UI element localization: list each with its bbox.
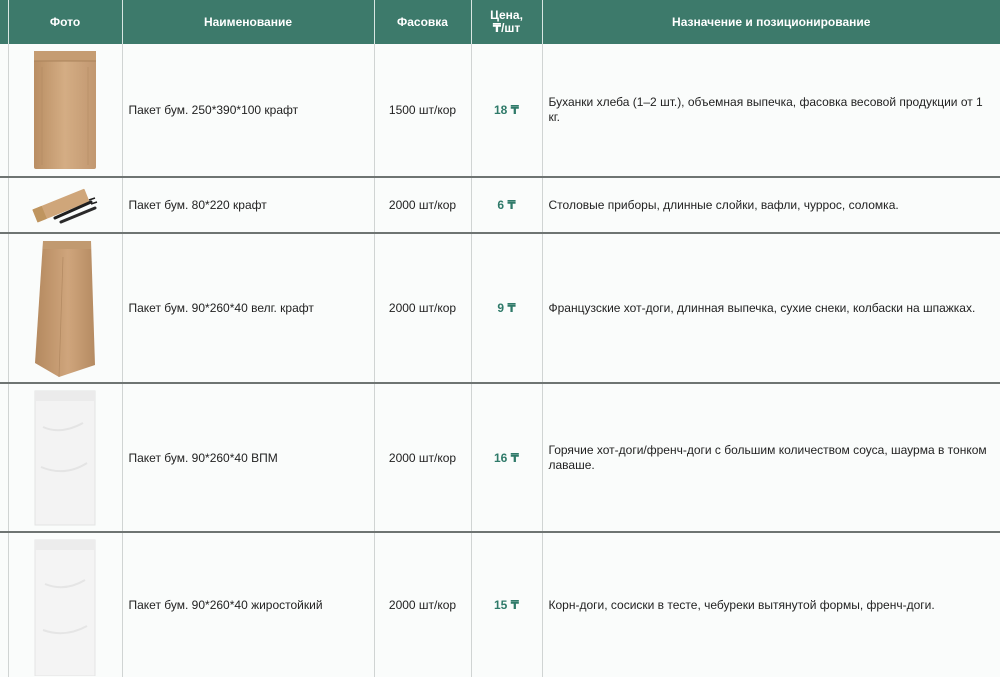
product-photo [8,44,122,177]
kraft-paper-bag-narrow-icon [29,237,101,379]
header-purpose: Назначение и позиционирование [542,0,1000,44]
product-purpose: Столовые приборы, длинные слойки, вафли, чуррос, соломка. [542,177,1000,233]
product-photo [8,383,122,532]
product-price: 16 ₸ [471,383,542,532]
header-price-line2: ₸/шт [492,21,521,35]
product-price: 9 ₸ [471,233,542,383]
product-purpose: Французские хот-доги, длинная выпечка, сухие снеки, колбаски на шпажках. [542,233,1000,383]
table-row [0,177,1000,233]
table-row [0,532,1000,677]
white-greaseproof-bag-icon [31,534,99,676]
product-packaging: 2000 шт/кор [374,532,471,677]
kraft-cutlery-bag-icon [25,182,105,228]
product-purpose: Корн-доги, сосиски в тесте, чебуреки вытянутой формы, френч-доги. [542,532,1000,677]
product-packaging: 2000 шт/кор [374,177,471,233]
product-photo [8,532,122,677]
product-price: 15 ₸ [471,532,542,677]
product-packaging: 1500 шт/кор [374,44,471,177]
product-price: 6 ₸ [471,177,542,233]
white-paper-bag-icon [31,387,99,529]
product-price: 18 ₸ [471,44,542,177]
product-name: Пакет бум. 90*260*40 велг. крафт [122,233,374,383]
header-packaging: Фасовка [374,0,471,44]
product-name: Пакет бум. 250*390*100 крафт [122,44,374,177]
product-photo [8,177,122,233]
table-row [0,383,1000,532]
product-purpose: Горячие хот-доги/френч-доги с большим количеством соуса, шаурма в тонком лаваше. [542,383,1000,532]
header-price-line1: Цена, [490,8,523,22]
table-header-row [0,0,1000,44]
product-photo [8,233,122,383]
product-name: Пакет бум. 90*260*40 жиростойкий [122,532,374,677]
product-packaging: 2000 шт/кор [374,383,471,532]
header-price [471,0,542,44]
table-row [0,44,1000,177]
product-name: Пакет бум. 80*220 крафт [122,177,374,233]
product-packaging: 2000 шт/кор [374,233,471,383]
product-name: Пакет бум. 90*260*40 ВПМ [122,383,374,532]
header-name: Наименование [122,0,374,44]
header-edge [0,0,8,44]
table-row [0,233,1000,383]
kraft-paper-bag-tall-icon [30,47,100,173]
product-purpose: Буханки хлеба (1–2 шт.), объемная выпечка, фасовка весовой продукции от 1 кг. [542,44,1000,177]
header-photo: Фото [8,0,122,44]
